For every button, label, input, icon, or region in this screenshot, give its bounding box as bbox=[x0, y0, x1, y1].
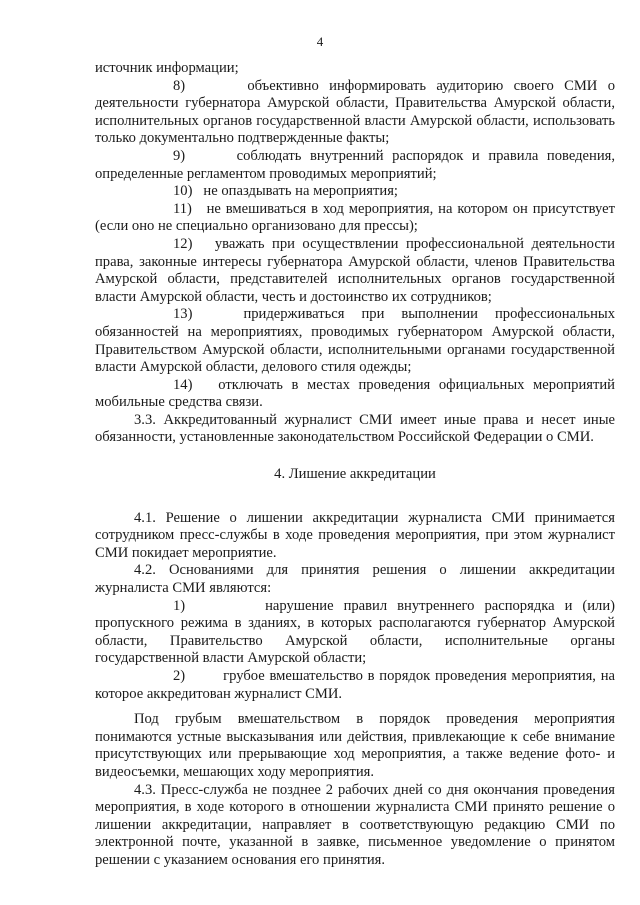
item-number: 14) bbox=[173, 376, 193, 393]
page-number: 4 bbox=[316, 34, 324, 49]
duties-list bbox=[95, 78, 615, 412]
item-text: объективно информировать аудиторию своего СМИ о деятельности губернатора Амурской области, Правительства Амурской области, исполнительных органов государственной власти Амурской области, использовать только документально подтвержденные факты; bbox=[95, 77, 616, 147]
list-item bbox=[95, 148, 615, 183]
paragraph-3-3: 3.3. Аккредитованный журналист СМИ имеет иные права и несет иные обязанности, установленные законодательством Российской Федерации о СМИ. bbox=[95, 411, 615, 446]
item-number: 11) bbox=[173, 200, 192, 217]
list-item bbox=[95, 306, 615, 376]
list-item bbox=[95, 183, 615, 201]
item-text: придерживаться при выполнении профессиональных обязанностей на мероприятиях, проводимых губернатором Амурской области, Правительством Амурской области, исполнительными органами государственной власти Амурской области, делового стиля одежды; bbox=[95, 306, 615, 376]
item-text: нарушение правил внутреннего распорядка и (или) пропускного режима в зданиях, в которых располагаются губернатор Амурской области, Правительство Амурской области, исполнительные органы государственной власти Амурской области; bbox=[95, 597, 615, 667]
item-text: грубое вмешательство в порядок проведения мероприятия, на которое аккредитован журналист СМИ. bbox=[95, 668, 615, 702]
paragraph-4-1: 4.1. Решение о лишении аккредитации журналиста СМИ принимается сотрудником пресс-службы в ходе проведения мероприятия, при этом журналист СМИ покидает мероприятие. bbox=[95, 509, 615, 561]
list-item bbox=[95, 78, 615, 148]
item-number: 1) bbox=[173, 597, 186, 614]
grounds-list bbox=[95, 598, 615, 704]
item-text: не опаздывать на мероприятия; bbox=[203, 183, 398, 200]
item-number: 2) bbox=[173, 668, 186, 684]
list-item bbox=[95, 377, 615, 412]
item-text: уважать при осуществлении профессиональной деятельности права, законные интересы губернатора Амурской области, членов Правительства Амурской области, представителей исполнительных органов государственной власти Амурской области, честь и достоинство их сотрудников; bbox=[95, 235, 615, 305]
list-item bbox=[95, 236, 615, 306]
paragraph-gross-interference: Под грубым вмешательством в порядок проведения мероприятия понимаются устные высказывания или действия, привлекающие к себе внимание присутствующих или прерывающие ход мероприятия, а также ведение фото- и видеосъемки, мешающих ходу мероприятия. bbox=[95, 711, 615, 780]
paragraph-4-3: 4.3. Пресс-служба не позднее 2 рабочих дней со дня окончания проведения мероприятия, в ходе которого в отношении журналиста СМИ принято решение о лишении аккредитации, направляет в соответствующую редакцию СМИ по электронной почте, указанной в заявке, письменное уведомление о принятом решении с указанием основания его принятия. bbox=[95, 781, 615, 868]
item-number: 8) bbox=[173, 77, 186, 94]
paragraph-4-2: 4.2. Основаниями для принятия решения о лишении аккредитации журналиста СМИ являются: bbox=[95, 562, 615, 597]
item-text: не вмешиваться в ход мероприятия, на котором он присутствует (если оно не специально организовано для прессы); bbox=[95, 200, 615, 235]
document-body bbox=[95, 60, 615, 870]
item-number: 10) bbox=[173, 183, 193, 200]
list-item bbox=[95, 201, 615, 236]
item-number: 12) bbox=[173, 235, 193, 252]
top-line: источник информации; bbox=[95, 60, 239, 76]
list-item bbox=[95, 598, 615, 668]
section-heading: 4. Лишение аккредитации bbox=[274, 466, 436, 483]
item-number: 9) bbox=[173, 147, 186, 164]
item-text: отключать в местах проведения официальных мероприятий мобильные средства связи. bbox=[95, 376, 615, 411]
item-text: соблюдать внутренний распорядок и правила поведения, определенные регламентом проводимых мероприятий; bbox=[95, 147, 616, 182]
list-item bbox=[95, 668, 615, 703]
item-number: 13) bbox=[173, 306, 193, 323]
